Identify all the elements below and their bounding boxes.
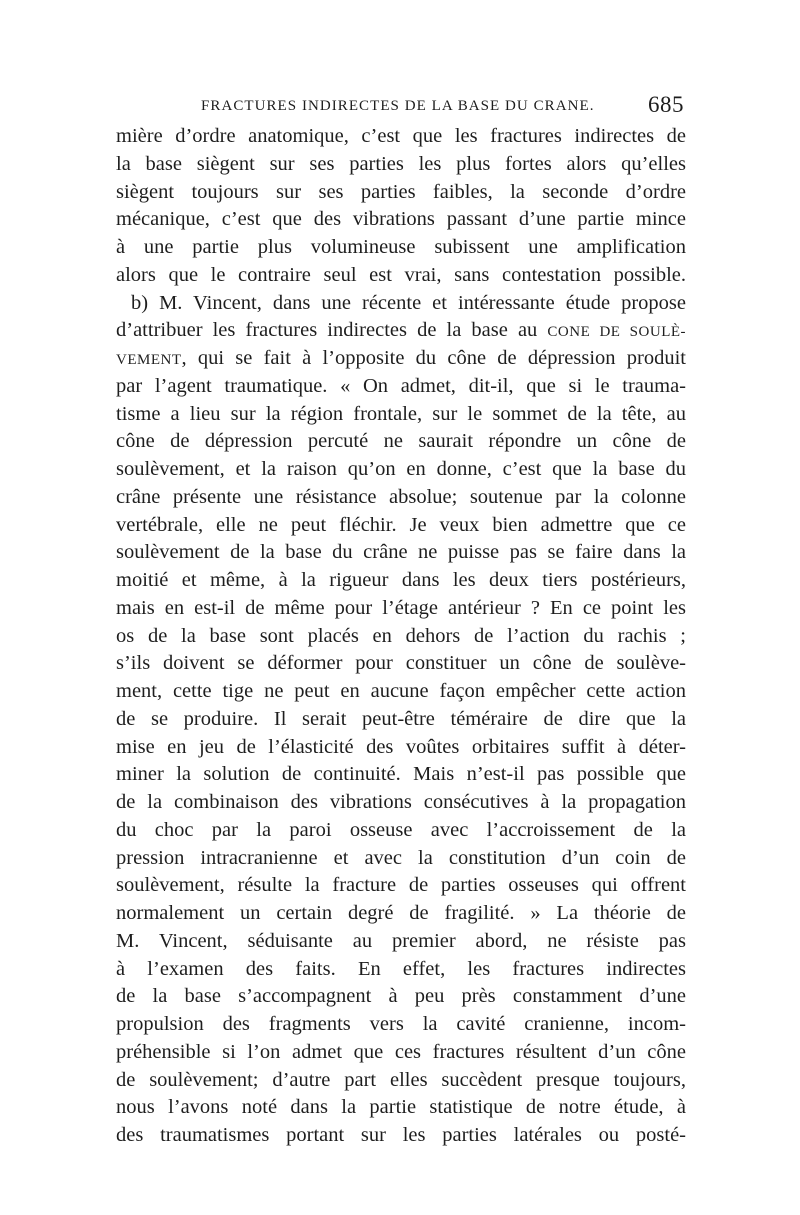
text-line: d’attribuer les fractures indirectes de la base au CONE DE SOULÈ- xyxy=(116,319,687,342)
text-line: à l’examen des faits. En effet, les fractures indirectes xyxy=(116,957,686,980)
text-line: à une partie plus volumineuse subissent une amplification xyxy=(116,236,686,258)
text-line: pression intracranienne et avec la constitution d’un coin de xyxy=(116,846,686,869)
text-line: siègent toujours sur ses parties faibles, la seconde d’ordre xyxy=(116,180,686,203)
text-line: ment, cette tige ne peut en aucune façon empêcher cette action xyxy=(116,680,686,702)
text-line: alors que le contraire seul est vrai, sans contestation possible. xyxy=(116,263,686,286)
small-caps-term: VEMENT xyxy=(116,352,182,368)
text-line: de se produire. Il serait peut-être téméraire de dire que la xyxy=(116,707,686,730)
running-head xyxy=(0,92,800,122)
text-line: soulèvement, résulte la fracture de parties osseuses qui offrent xyxy=(116,874,686,897)
text-line: VEMENT, qui se fait à l’opposite du cône de dépression produit xyxy=(116,347,686,369)
text-line: os de la base sont placés en dehors de l’action du rachis ; xyxy=(116,624,686,647)
text-line: s’ils doivent se déformer pour constituer un cône de soulève- xyxy=(116,652,686,675)
text-line: propulsion des fragments vers la cavité cranienne, incom- xyxy=(116,1013,686,1035)
paragraph-start-line: b) M. Vincent, dans une récente et intéressante étude propose xyxy=(131,291,686,314)
text-line: du choc par la paroi osseuse avec l’accroissement de la xyxy=(116,818,686,841)
text-line: crâne présente une résistance absolue; soutenue par la colonne xyxy=(116,485,686,508)
text-line: par l’agent traumatique. « On admet, dit-il, que si le trauma- xyxy=(116,374,686,397)
text-line: cône de dépression percuté ne saurait répondre un cône de xyxy=(116,430,686,453)
text-line: tisme a lieu sur la région frontale, sur le sommet de la tête, au xyxy=(116,402,686,425)
text-line: la base siègent sur ses parties les plus fortes alors qu’elles xyxy=(116,152,686,175)
text-line: des traumatismes portant sur les parties latérales ou posté- xyxy=(116,1124,686,1146)
text-line: soulèvement de la base du crâne ne puisse pas se faire dans la xyxy=(116,541,686,564)
text-line: vertébrale, elle ne peut fléchir. Je veux bien admettre que ce xyxy=(116,513,686,536)
text-line: M. Vincent, séduisante au premier abord, ne résiste pas xyxy=(116,929,686,952)
text-line: mais en est-il de même pour l’étage antérieur ? En ce point les xyxy=(116,596,686,619)
text-line: moitié et même, à la rigueur dans les deux tiers postérieurs, xyxy=(116,569,686,591)
small-caps-term: CONE DE SOULÈ- xyxy=(547,324,687,341)
text-line: mise en jeu de l’élasticité des voûtes orbitaires suffit à déter- xyxy=(116,735,686,758)
text-line: mécanique, c’est que des vibrations passant d’une partie mince xyxy=(116,208,686,231)
page-number: 685 xyxy=(648,92,684,117)
text-line: de soulèvement; d’autre part elles succèdent presque toujours, xyxy=(116,1068,686,1091)
text-line: de la base s’accompagnent à peu près constamment d’une xyxy=(116,985,686,1008)
text-line: miner la solution de continuité. Mais n’est-il pas possible que xyxy=(116,763,686,786)
text-line: soulèvement, et la raison qu’on en donne, c’est que la base du xyxy=(116,458,686,480)
running-head-title: FRACTURES INDIRECTES DE LA BASE DU CRANE. xyxy=(201,98,595,114)
text-line: de la combinaison des vibrations consécutives à la propagation xyxy=(116,791,686,813)
text-line: normalement un certain degré de fragilité. » La théorie de xyxy=(116,902,686,924)
text-line: mière d’ordre anatomique, c’est que les fractures indirectes de xyxy=(116,125,686,147)
body-text xyxy=(116,123,686,1150)
text-line: nous l’avons noté dans la partie statistique de notre étude, à xyxy=(116,1096,686,1119)
text-line: préhensible si l’on admet que ces fractures résultent d’un cône xyxy=(116,1040,686,1063)
